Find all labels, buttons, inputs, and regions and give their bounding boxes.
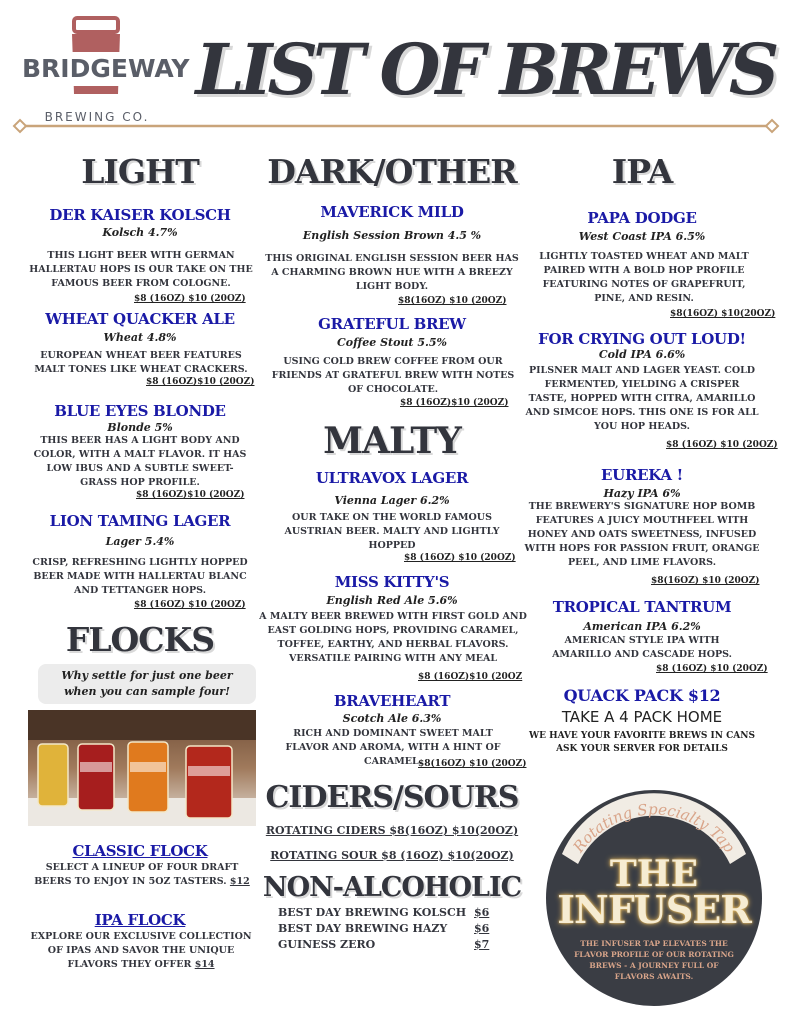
header-divider <box>12 118 780 134</box>
beer-desc: LIGHTLY TOASTED WHEAT AND MALT PAIRED WITH A BOLD HOP PROFILE FEATURING NOTES OF GRAPEFRUIT, PINE, AND RESIN. <box>539 251 749 304</box>
beer-desc: A MALTY BEER BREWED WITH FIRST GOLD AND EAST GOLDING HOPS, PROVIDING CARAMEL, TOFFEE, EARTHY, AND HERBAL FLAVORS. VERSATILE PAIRING WITH ANY MEAL <box>259 611 527 664</box>
nonalc-name: BEST DAY BREWING HAZY <box>278 922 448 935</box>
beer-desc: EUROPEAN WHEAT BEER FEATURES MALT TONES LIKE WHEAT CRACKERS. <box>34 350 248 375</box>
flock-desc <box>28 861 256 889</box>
logo-sub-text: BREWING CO. <box>44 110 150 124</box>
dark-heading: DARK/OTHER <box>267 152 517 191</box>
beer-price: $8 (16OZ)$10 (20OZ) <box>146 377 255 387</box>
beer-price: $8 (16OZ) $10 (20OZ) <box>656 664 768 674</box>
beer-desc: RICH AND DOMINANT SWEET MALT FLAVOR AND AROMA, WITH A HINT OF CARAMEL. <box>285 728 501 767</box>
beer-name: BRAVEHEART <box>333 692 451 710</box>
ipa-heading: IPA <box>611 152 673 191</box>
beer-price: $8 (16OZ)$10 (20OZ) <box>400 398 509 408</box>
infuser-desc: THE INFUSER TAP ELEVATES THE FLAVOR PROFILE OF OUR ROTATING BREWS - A JOURNEY FULL OF FLAVORS AWAITS. <box>574 939 734 981</box>
beer-style: Vienna Lager 6.2% <box>334 494 450 507</box>
flock-price: $14 <box>194 959 215 970</box>
beer-price: $8 (16OZ) $10 (20OZ) <box>134 294 246 304</box>
beer-desc: PILSNER MALT AND LAGER YEAST. COLD FERMENTED, YIELDING A CRISPER TASTE, HOPPED WITH CITRA, AMARILLO AND SIMCOE HOPS. THIS ONE IS FOR ALL YOU HOP HEADS. <box>525 365 759 432</box>
beer-price: $8 (16OZ)$10 (20OZ) <box>136 490 245 500</box>
beer-style: American IPA 6.2% <box>583 620 701 633</box>
flocks-heading: FLOCKS <box>65 620 215 659</box>
beer-name: LION TAMING LAGER <box>49 512 231 530</box>
beer-price: $8(16OZ) $10 (20OZ) <box>651 576 760 586</box>
ciders-heading: CIDERS/SOURS <box>265 780 519 815</box>
beer-name: FOR CRYING OUT LOUD! <box>538 330 746 348</box>
quack-pack-title: QUACK PACK $12 <box>563 686 721 705</box>
flock-name: CLASSIC FLOCK <box>72 842 208 860</box>
beer-price: $8(16OZ) $10 (20OZ) <box>418 759 527 769</box>
beer-name: GRATEFUL BREW <box>318 315 466 333</box>
beer-style: Scotch Ale 6.3% <box>342 712 442 725</box>
beer-style: English Red Ale 5.6% <box>326 594 458 607</box>
beer-style: Hazy IPA 6% <box>603 487 681 500</box>
infuser-line2: INFUSER <box>557 887 751 932</box>
cider-item: ROTATING CIDERS $8(16OZ) $10(20OZ) <box>265 824 519 837</box>
brand-logo <box>22 14 190 134</box>
beer-desc: OUR TAKE ON THE WORLD FAMOUS AUSTRIAN BEER. MALTY AND LIGHTLY HOPPED <box>284 512 500 551</box>
nonalc-item <box>278 906 490 919</box>
flock-desc <box>22 930 260 972</box>
nonalc-price: $6 <box>474 922 490 935</box>
beer-name: TROPICAL TANTRUM <box>552 598 732 616</box>
nonalc-heading: NON-ALCOHOLIC <box>262 872 522 903</box>
beer-style: Blonde 5% <box>107 421 173 434</box>
beer-price: $8 (16OZ) $10 (20OZ) <box>134 600 246 610</box>
flock-name: IPA FLOCK <box>94 911 186 929</box>
quack-pack-note: WE HAVE YOUR FAVORITE BREWS IN CANS <box>529 731 755 741</box>
beer-name: WHEAT QUACKER ALE <box>45 310 235 328</box>
beer-style: West Coast IPA 6.5% <box>578 230 706 243</box>
flight-photo <box>28 710 256 826</box>
flocks-tagline-box <box>38 664 256 704</box>
beer-desc: THIS ORIGINAL ENGLISH SESSION BEER HAS A CHARMING BROWN HUE WITH A BREEZY LIGHT BODY. <box>265 253 519 292</box>
nonalc-name: BEST DAY BREWING KOLSCH <box>278 906 467 919</box>
beer-name: MAVERICK MILD <box>320 203 464 221</box>
beer-price: $8 (16OZ) $10 (20OZ) <box>404 553 516 563</box>
nonalc-item <box>278 938 490 951</box>
malty-heading: MALTY <box>323 420 461 462</box>
light-heading: LIGHT <box>81 152 199 191</box>
sour-item: ROTATING SOUR $8 (16OZ) $10(20OZ) <box>270 849 514 862</box>
beer-style: Wheat 4.8% <box>103 331 177 344</box>
beer-style: Cold IPA 6.6% <box>598 348 686 361</box>
nonalc-item <box>278 922 490 935</box>
beer-desc: THIS LIGHT BEER WITH GERMAN HALLERTAU HOPS IS OUR TAKE ON THE FAMOUS BEER FROM COLOGNE. <box>29 250 253 289</box>
logo-brand-text: BRIDGEWAY <box>22 54 190 83</box>
beer-price: $8(16OZ) $10 (20OZ) <box>398 296 507 306</box>
beer-style: Lager 5.4% <box>105 535 175 548</box>
beer-name: MISS KITTY'S <box>334 573 450 591</box>
beer-name: DER KAISER KOLSCH <box>49 206 231 224</box>
beer-desc: USING COLD BREW COFFEE FROM OUR FRIENDS AT GRATEFUL BREW WITH NOTES OF CHOCOLATE. <box>271 356 515 395</box>
nonalc-price: $6 <box>474 906 490 919</box>
beer-price: $8 (16OZ) $10 (20OZ) <box>666 440 778 450</box>
infuser-arc-text: Rotating Specialty Tap <box>569 800 739 856</box>
beer-desc: THIS BEER HAS A LIGHT BODY AND COLOR, WITH A MALT FLAVOR. IT HAS LOW IBUS AND A SUBTLE SWEET-GRASS HOP PROFILE. <box>33 435 247 488</box>
beer-style: Coffee Stout 5.5% <box>337 336 447 349</box>
page-title: LIST OF BREWS <box>195 28 775 111</box>
beer-name: ULTRAVOX LAGER <box>315 469 469 487</box>
infuser-line1: THE <box>609 853 699 895</box>
beer-style: English Session Brown 4.5 % <box>302 229 482 242</box>
flocks-tagline: Why settle for just one beer when you can sample four! <box>61 669 233 698</box>
beer-name: PAPA DODGE <box>587 209 697 227</box>
infuser-badge <box>540 784 768 1008</box>
beer-name: BLUE EYES BLONDE <box>54 402 226 420</box>
flock-price: $12 <box>229 876 250 887</box>
beer-desc: THE BREWERY'S SIGNATURE HOP BOMB FEATURES A JUICY MOUTHFEEL WITH HONEY AND OATS SWEETNESS, INFUSED WITH HOPS FOR PASSION FRUIT, ORANGE PEEL, AND LIME FLAVORS. <box>524 501 760 568</box>
beer-desc: CRISP, REFRESHING LIGHTLY HOPPED BEER MADE WITH HALLERTAU BLANC AND TETTANGER HOPS. <box>32 557 248 596</box>
quack-pack-subtitle: TAKE A 4 PACK HOME <box>561 708 723 726</box>
flock-desc-text: SELECT A LINEUP OF FOUR DRAFT BEERS TO ENJOY IN 5OZ TASTERS. <box>34 862 239 887</box>
nonalc-name: GUINESS ZERO <box>278 938 376 951</box>
flock-desc-text: EXPLORE OUR EXCLUSIVE COLLECTION OF IPAS AND SAVOR THE UNIQUE FLAVORS THEY OFFER <box>30 931 252 970</box>
quack-pack-note: ASK YOUR SERVER FOR DETAILS <box>556 744 728 754</box>
beer-style: Kolsch 4.7% <box>102 226 178 239</box>
beer-name: EUREKA ! <box>601 466 683 484</box>
beer-price: $8(16OZ) $10(20OZ) <box>670 309 776 319</box>
nonalc-price: $7 <box>474 938 490 951</box>
beer-price: $8 (16OZ)$10 (20OZ <box>418 672 523 682</box>
beer-desc: AMERICAN STYLE IPA WITH AMARILLO AND CASCADE HOPS. <box>552 635 732 660</box>
